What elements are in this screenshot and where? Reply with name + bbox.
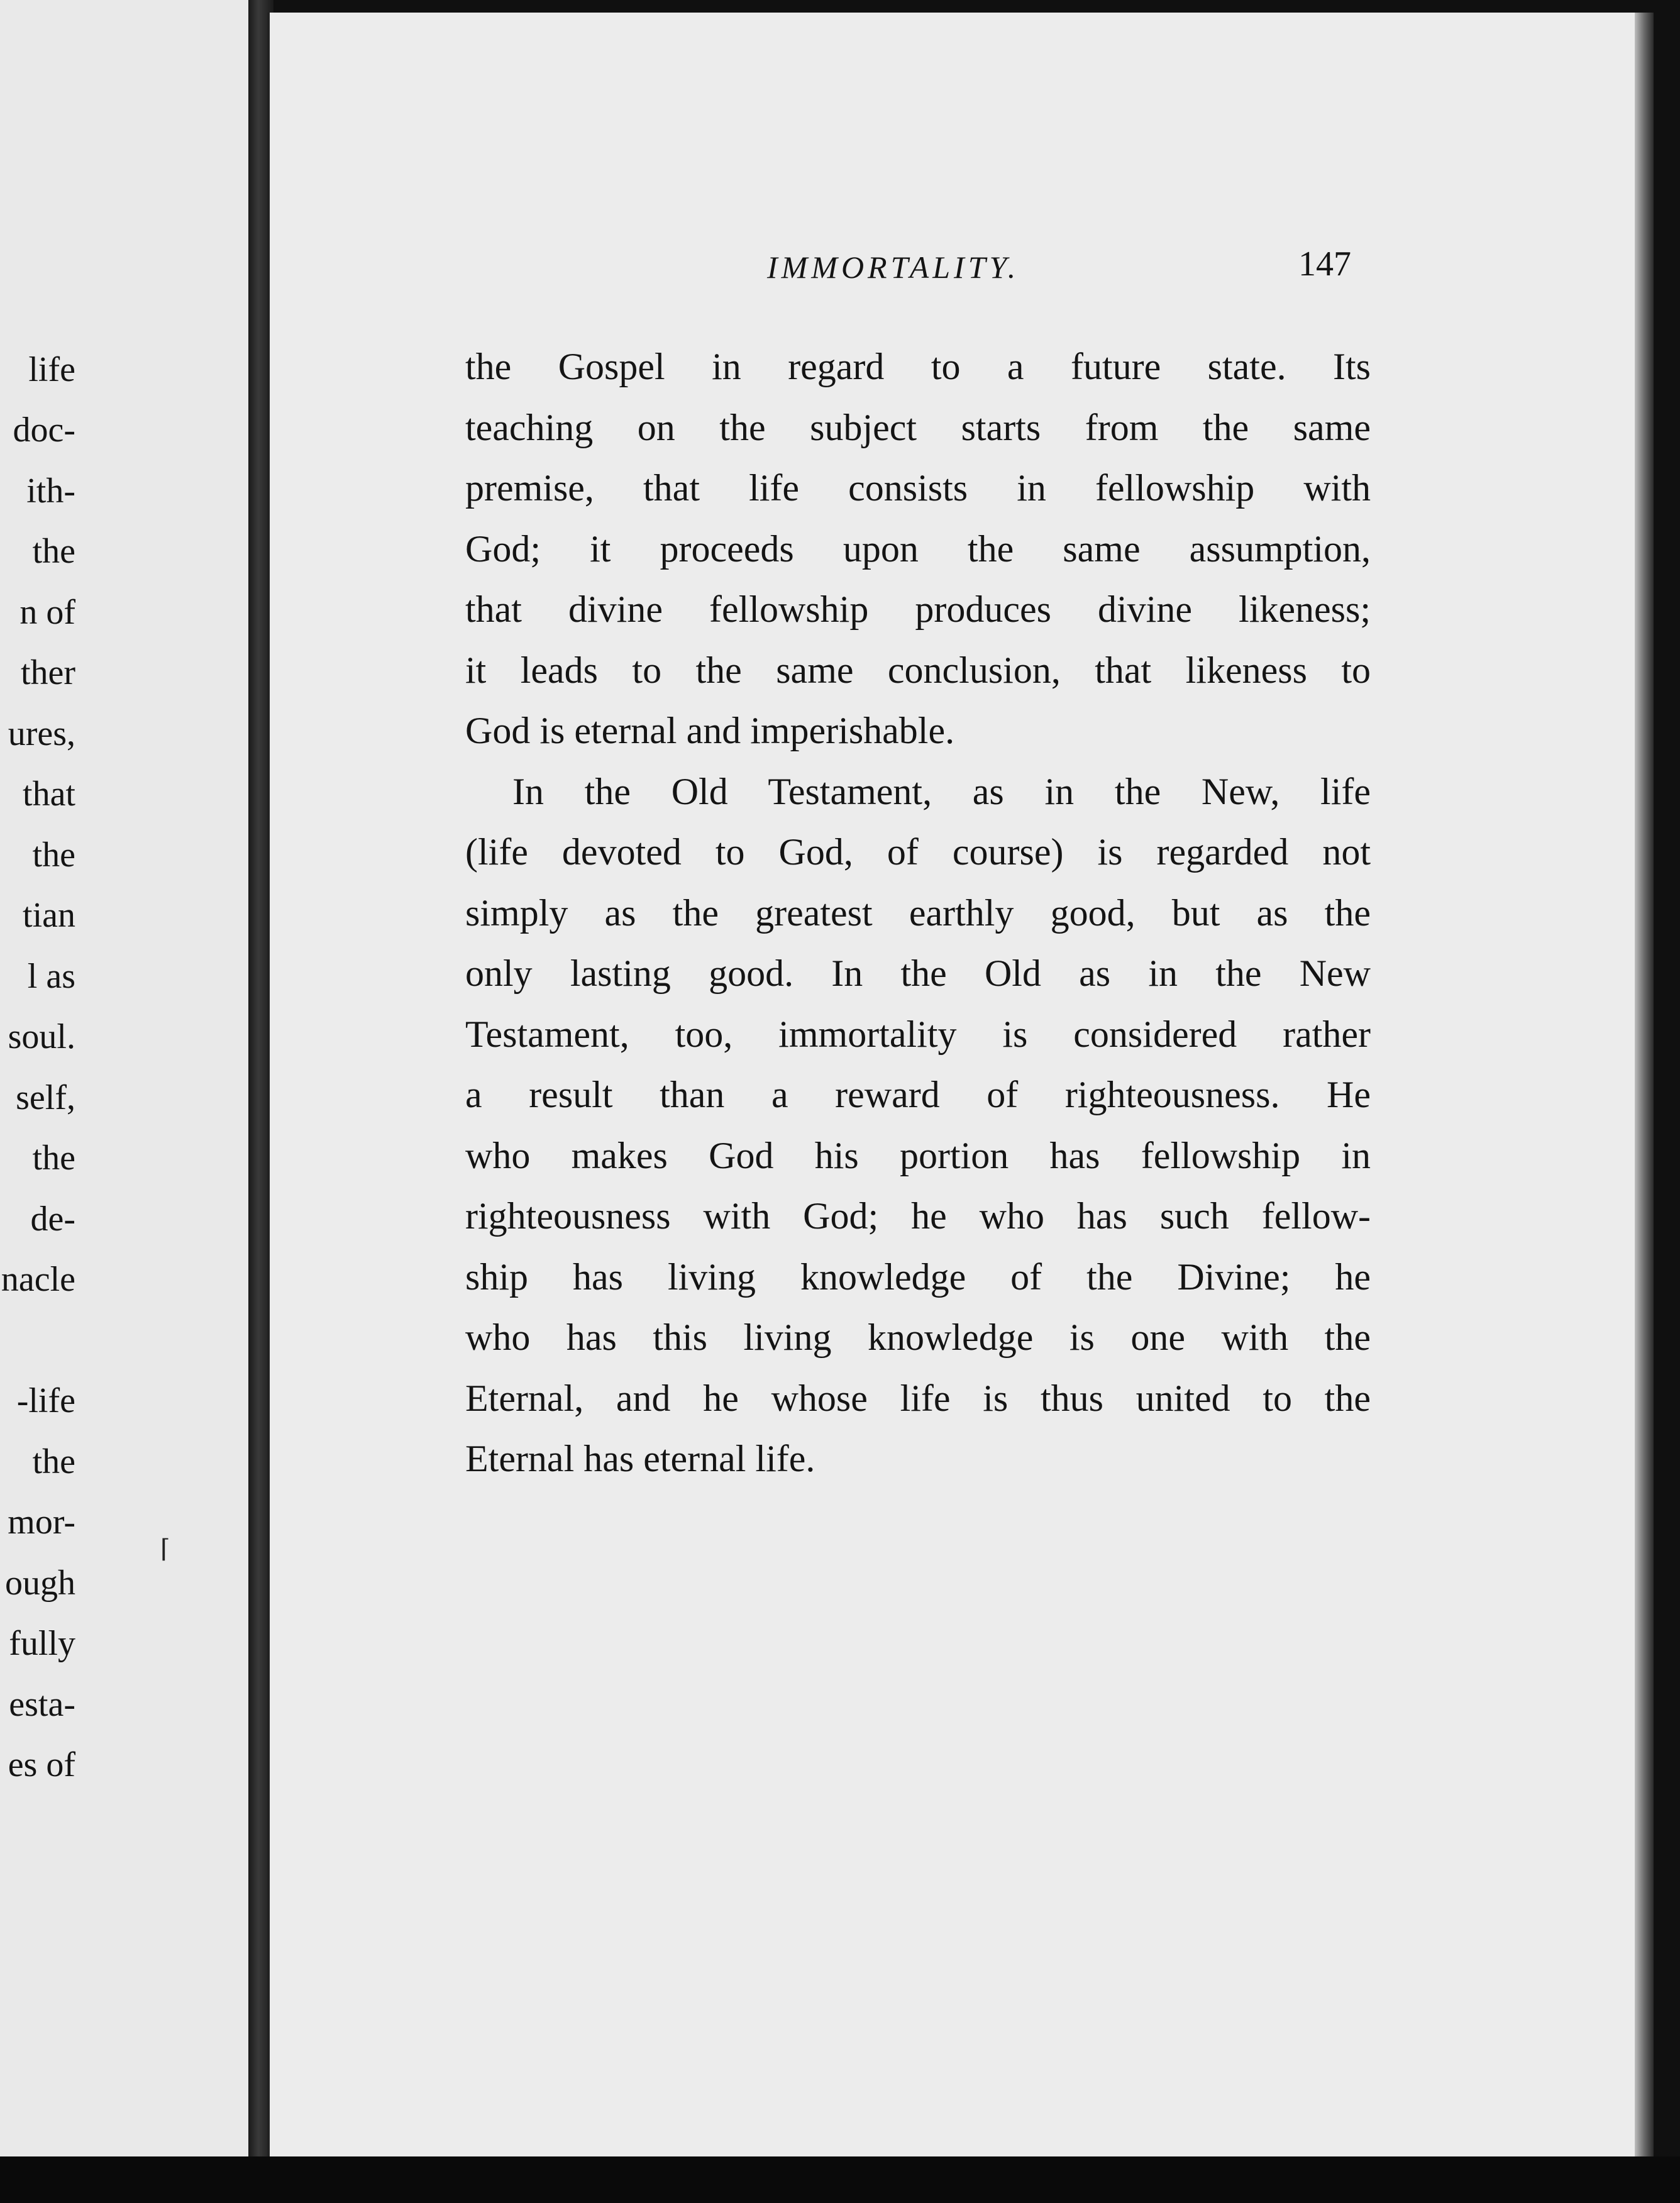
- text-line: Testament, too, immortality is considered rather: [465, 1013, 1371, 1055]
- previous-page-fragment: [0, 0, 264, 2194]
- left-page-line: tian: [23, 896, 75, 935]
- body-text: [465, 336, 1371, 1489]
- text-line: Eternal, and he whose life is thus united to the: [465, 1377, 1371, 1419]
- text-line: Eternal has eternal life.: [465, 1438, 815, 1479]
- left-page-line: es of: [8, 1745, 75, 1784]
- left-page-line: ther: [20, 653, 75, 692]
- pencil-mark: ⌈: [160, 1535, 170, 1563]
- text-line: premise, that life consists in fellowship with: [465, 467, 1371, 509]
- text-line: simply as the greatest earthly good, but as the: [465, 892, 1371, 934]
- left-page-line: the: [32, 1139, 75, 1178]
- text-line: it leads to the same conclusion, that likeness to: [465, 649, 1371, 691]
- text-line: God; it proceeds upon the same assumption,: [465, 527, 1371, 570]
- left-page-line: -life: [16, 1381, 75, 1420]
- left-page-line: the: [32, 836, 75, 875]
- text-line: who makes God his portion has fellowship in: [465, 1134, 1371, 1176]
- text-line: In the Old Testament, as in the New, life: [512, 770, 1371, 812]
- left-page-line: fully: [9, 1624, 75, 1663]
- left-page-line: life: [28, 350, 75, 389]
- left-page-line: soul.: [8, 1017, 75, 1056]
- page-number: 147: [1298, 245, 1351, 284]
- scan-bottom-border: [0, 2156, 1680, 2203]
- text-line: teaching on the subject starts from the same: [465, 406, 1371, 448]
- left-page-line: n of: [19, 593, 75, 632]
- left-page-line: ith-: [26, 472, 75, 511]
- left-page-line: esta-: [9, 1685, 75, 1724]
- left-page-line: ough: [5, 1564, 75, 1603]
- left-page-line: that: [23, 775, 75, 814]
- text-line: a result than a reward of righteousness. He: [465, 1074, 1371, 1115]
- text-line: that divine fellowship produces divine likeness;: [465, 588, 1371, 630]
- left-page-line: self,: [16, 1078, 75, 1117]
- left-page-line: de-: [30, 1200, 75, 1239]
- left-page-line: l as: [27, 957, 75, 996]
- text-line: ship has living knowledge of the Divine; he: [465, 1256, 1371, 1298]
- left-page-line: ures,: [8, 714, 75, 753]
- running-head: IMMORTALITY.: [767, 250, 1020, 285]
- text-line: (life devoted to God, of course) is regarded not: [465, 831, 1371, 873]
- text-line: who has this living knowledge is one with the: [465, 1317, 1371, 1358]
- left-page-line: the: [32, 1442, 75, 1481]
- text-line: righteousness with God; he who has such fellow-: [465, 1195, 1371, 1237]
- left-page-line: nacle: [1, 1260, 75, 1299]
- left-page-line: doc-: [13, 411, 75, 450]
- left-page-line: the: [32, 532, 75, 571]
- text-line: the Gospel in regard to a future state. Its: [465, 346, 1371, 387]
- left-page-line: mor-: [8, 1503, 75, 1542]
- text-line: only lasting good. In the Old as in the New: [465, 952, 1371, 994]
- page-edge: [1635, 13, 1654, 2156]
- text-line: God is eternal and imperishable.: [465, 710, 955, 751]
